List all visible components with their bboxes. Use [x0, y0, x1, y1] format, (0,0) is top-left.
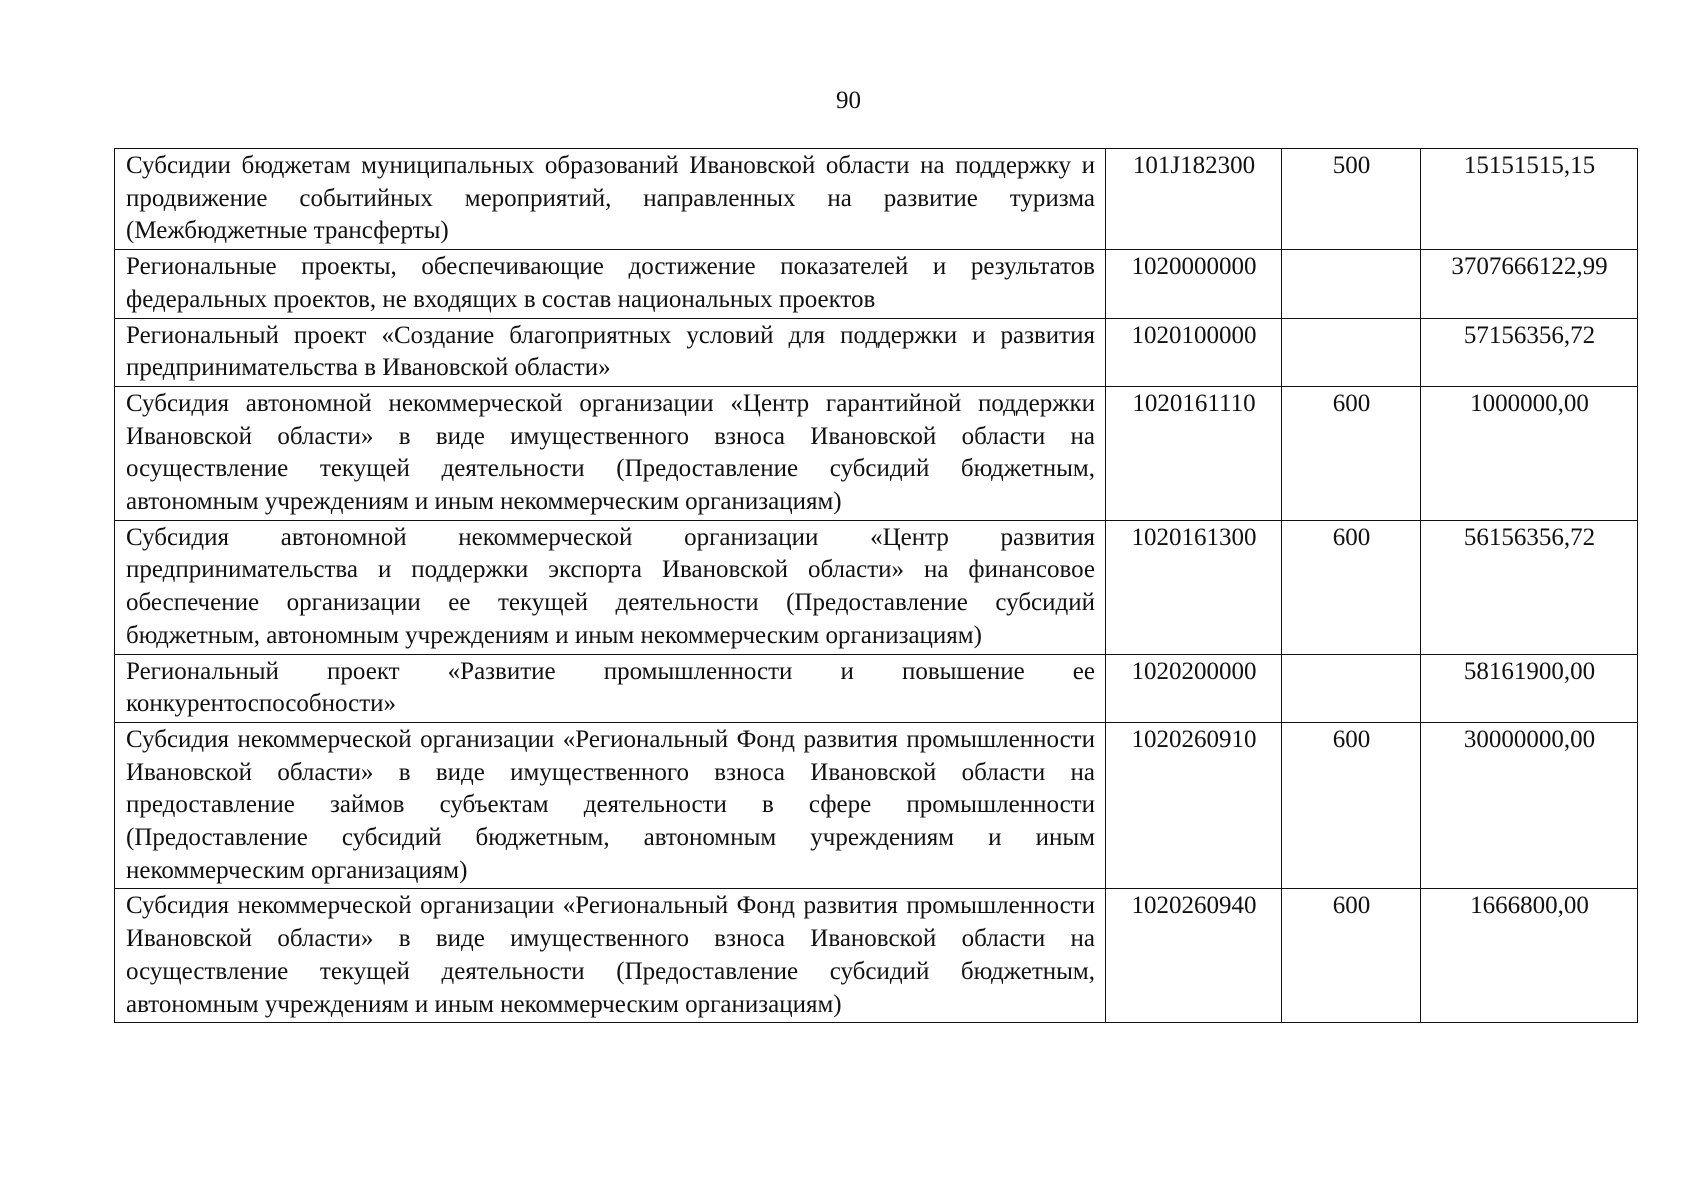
- table-row: [115, 889, 1638, 1023]
- table-row: [115, 250, 1638, 318]
- row-amount: 1000000,00: [1421, 386, 1638, 520]
- row-amount: 30000000,00: [1421, 722, 1638, 889]
- row-amount: 3707666122,99: [1421, 250, 1638, 318]
- table-row: [115, 654, 1638, 722]
- row-amount: 1666800,00: [1421, 889, 1638, 1023]
- table-row: [115, 722, 1638, 889]
- row-amount: 56156356,72: [1421, 520, 1638, 654]
- budget-table: [114, 148, 1638, 1023]
- row-name: Субсидия некоммерческой организации «Региональный Фонд развития промышленности Ивановской области» в виде имущественного взноса Ивановской области на осуществление текущей деятельности (Предоставление субсидий бюджетным, автономным учреждениям и иным некоммерческим организациям): [115, 889, 1106, 1023]
- row-expense-type: 600: [1282, 386, 1421, 520]
- row-amount: 57156356,72: [1421, 318, 1638, 386]
- row-name: Региональный проект «Создание благоприятных условий для поддержки и развития предпринимательства в Ивановской области»: [115, 318, 1106, 386]
- row-code: 101J182300: [1106, 149, 1282, 250]
- row-name: Региональный проект «Развитие промышленности и повышение ее конкурентоспособности»: [115, 654, 1106, 722]
- row-expense-type: 600: [1282, 889, 1421, 1023]
- row-code: 1020260910: [1106, 722, 1282, 889]
- table-row: [115, 520, 1638, 654]
- row-name: Субсидия автономной некоммерческой организации «Центр гарантийной поддержки Ивановской области» в виде имущественного взноса Ивановской области на осуществление текущей деятельности (Предоставление субсидий бюджетным, автономным учреждениям и иным некоммерческим организациям): [115, 386, 1106, 520]
- row-amount: 15151515,15: [1421, 149, 1638, 250]
- row-code: 1020200000: [1106, 654, 1282, 722]
- row-expense-type: 600: [1282, 722, 1421, 889]
- row-code: 1020161300: [1106, 520, 1282, 654]
- row-expense-type: [1282, 250, 1421, 318]
- row-amount: 58161900,00: [1421, 654, 1638, 722]
- page-number: 90: [836, 87, 861, 114]
- row-expense-type: 500: [1282, 149, 1421, 250]
- row-name: Субсидия автономной некоммерческой организации «Центр развития предпринимательства и поддержки экспорта Ивановской области» на финансовое обеспечение организации ее текущей деятельности (Предоставление субсидий бюджетным, автономным учреждениям и иным некоммерческим организациям): [115, 520, 1106, 654]
- row-code: 1020260940: [1106, 889, 1282, 1023]
- row-expense-type: [1282, 654, 1421, 722]
- row-name: Региональные проекты, обеспечивающие достижение показателей и результатов федеральных проектов, не входящих в состав национальных проектов: [115, 250, 1106, 318]
- table-row: [115, 318, 1638, 386]
- row-expense-type: [1282, 318, 1421, 386]
- row-code: 1020161110: [1106, 386, 1282, 520]
- row-code: 1020100000: [1106, 318, 1282, 386]
- row-name: Субсидии бюджетам муниципальных образований Ивановской области на поддержку и продвижение событийных мероприятий, направленных на развитие туризма (Межбюджетные трансферты): [115, 149, 1106, 250]
- table-row: [115, 386, 1638, 520]
- row-name: Субсидия некоммерческой организации «Региональный Фонд развития промышленности Ивановской области» в виде имущественного взноса Ивановской области на предоставление займов субъектам деятельности в сфере промышленности (Предоставление субсидий бюджетным, автономным учреждениям и иным некоммерческим организациям): [115, 722, 1106, 889]
- row-expense-type: 600: [1282, 520, 1421, 654]
- table-row: [115, 149, 1638, 250]
- row-code: 1020000000: [1106, 250, 1282, 318]
